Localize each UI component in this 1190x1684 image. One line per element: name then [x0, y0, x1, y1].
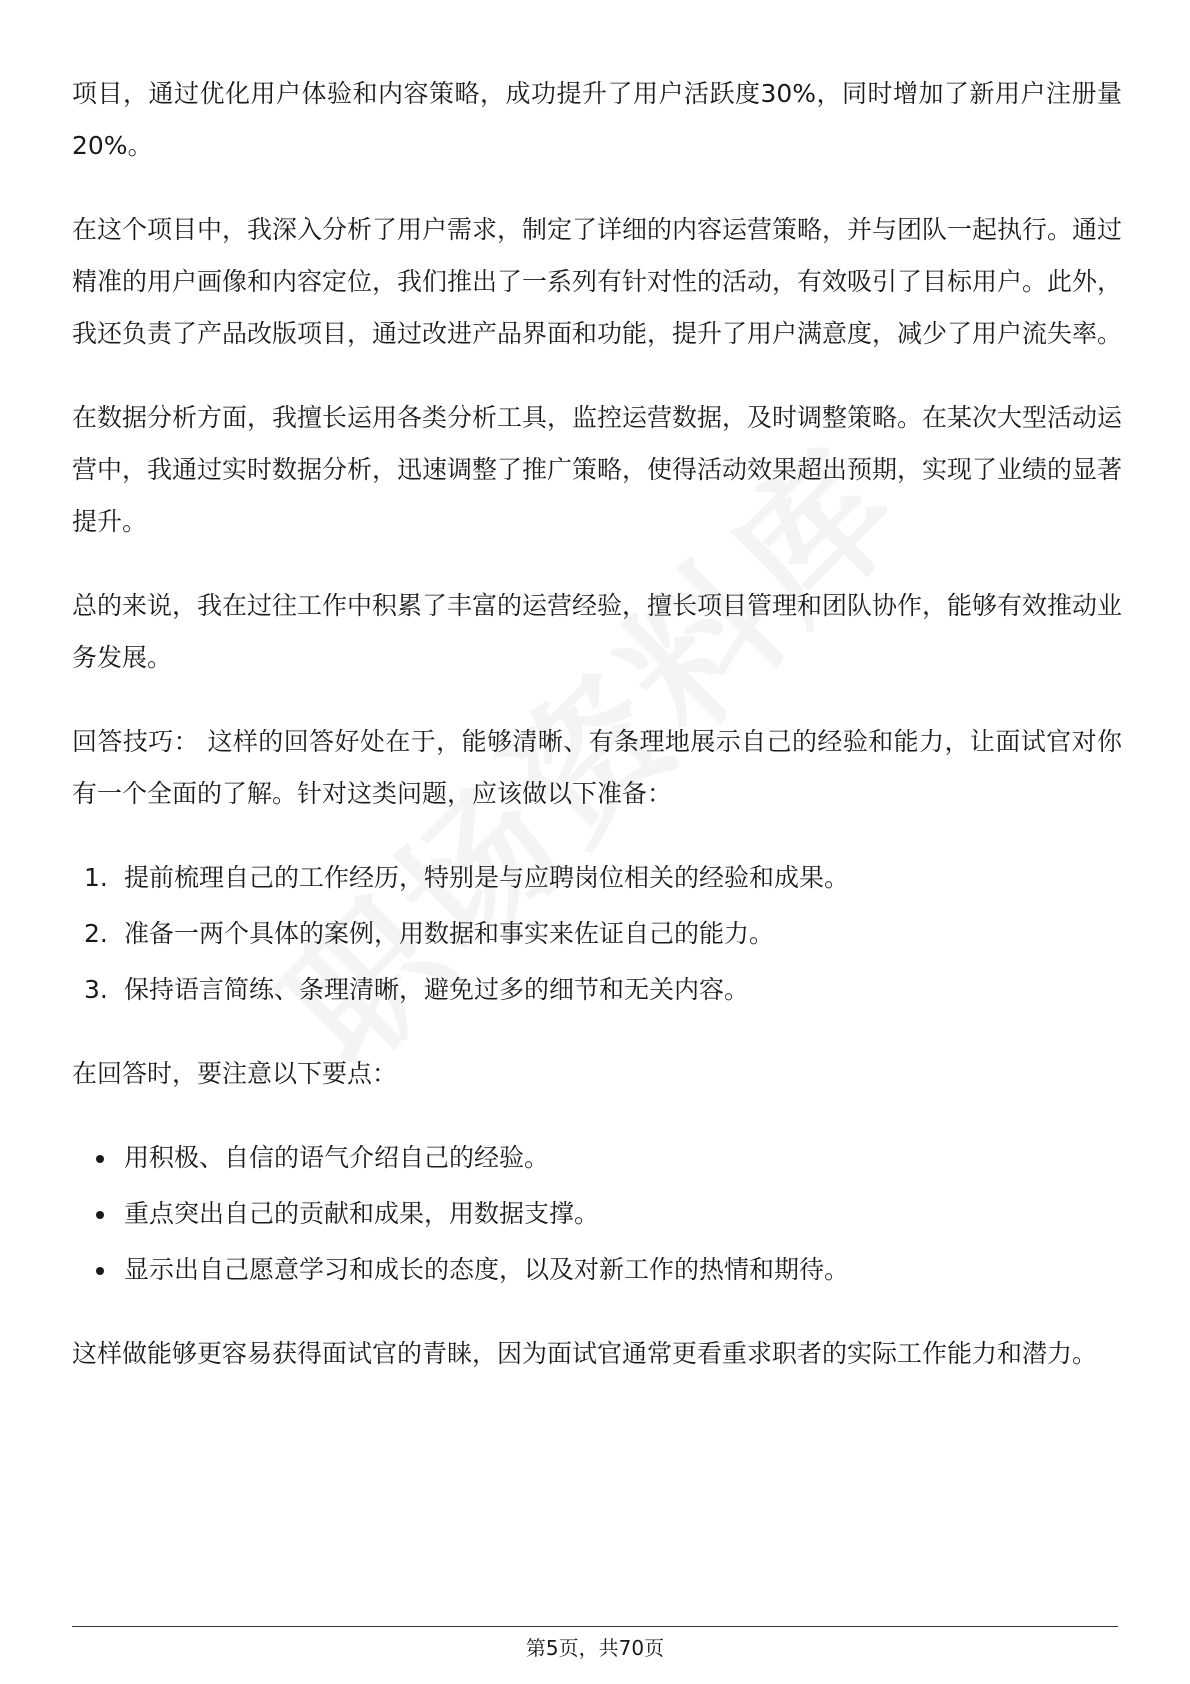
list-item-text: 准备一两个具体的案例，用数据和事实来佐证自己的能力。 — [124, 919, 775, 948]
list-item — [72, 1244, 1122, 1296]
list-item-text: 用积极、自信的语气介绍自己的经验。 — [124, 1143, 550, 1172]
list-number: 2. — [84, 919, 108, 948]
list-item — [72, 1188, 1122, 1240]
paragraph-project-details: 在这个项目中，我深入分析了用户需求，制定了详细的内容运营策略，并与团队一起执行。通过精准的用户画像和内容定位，我们推出了一系列有针对性的活动，有效吸引了目标用户。此外，我还负责了产品改版项目，通过改进产品界面和功能，提升了用户满意度，减少了用户流失率。 — [72, 215, 1123, 348]
list-item-text: 重点突出自己的贡献和成果，用数据支撑。 — [124, 1199, 600, 1228]
list-item-text: 显示出自己愿意学习和成长的态度，以及对新工作的热情和期待。 — [124, 1255, 850, 1284]
list-item — [72, 852, 1122, 904]
bullet-icon — [96, 1267, 104, 1275]
paragraph-key-points-intro: 在回答时，要注意以下要点： — [72, 1059, 398, 1088]
list-item-text: 保持语言简练、条理清晰，避免过多的细节和无关内容。 — [124, 975, 750, 1004]
page-number: 第5页，共70页 — [525, 1636, 665, 1660]
bullet-icon — [96, 1211, 104, 1219]
list-item — [72, 908, 1122, 960]
paragraph-data-analysis: 在数据分析方面，我擅长运用各类分析工具，监控运营数据，及时调整策略。在某次大型活动运营中，我通过实时数据分析，迅速调整了推广策略，使得活动效果超出预期，实现了业绩的显著提升。 — [72, 403, 1123, 536]
footer-divider — [72, 1626, 1118, 1627]
paragraph-answer-tips: 回答技巧： 这样的回答好处在于，能够清晰、有条理地展示自己的经验和能力，让面试官对你有一个全面的了解。针对这类问题，应该做以下准备： — [72, 727, 1122, 808]
paragraph-summary: 总的来说，我在过往工作中积累了丰富的运营经验，擅长项目管理和团队协作，能够有效推动业务发展。 — [72, 591, 1123, 672]
paragraph-closing: 这样做能够更容易获得面试官的青睐，因为面试官通常更看重求职者的实际工作能力和潜力。 — [72, 1339, 1098, 1368]
list-number: 3. — [84, 975, 108, 1004]
preparation-list — [72, 852, 1122, 1016]
document-body — [72, 68, 1122, 1412]
list-item — [72, 964, 1122, 1016]
paragraph-project-results: 项目，通过优化用户体验和内容策略，成功提升了用户活跃度30%，同时增加了新用户注册量20%。 — [72, 79, 1122, 160]
list-number: 1. — [84, 863, 108, 892]
list-item — [72, 1132, 1122, 1184]
bullet-icon — [96, 1155, 104, 1163]
list-item-text: 提前梳理自己的工作经历，特别是与应聘岗位相关的经验和成果。 — [124, 863, 850, 892]
key-points-list — [72, 1132, 1122, 1296]
